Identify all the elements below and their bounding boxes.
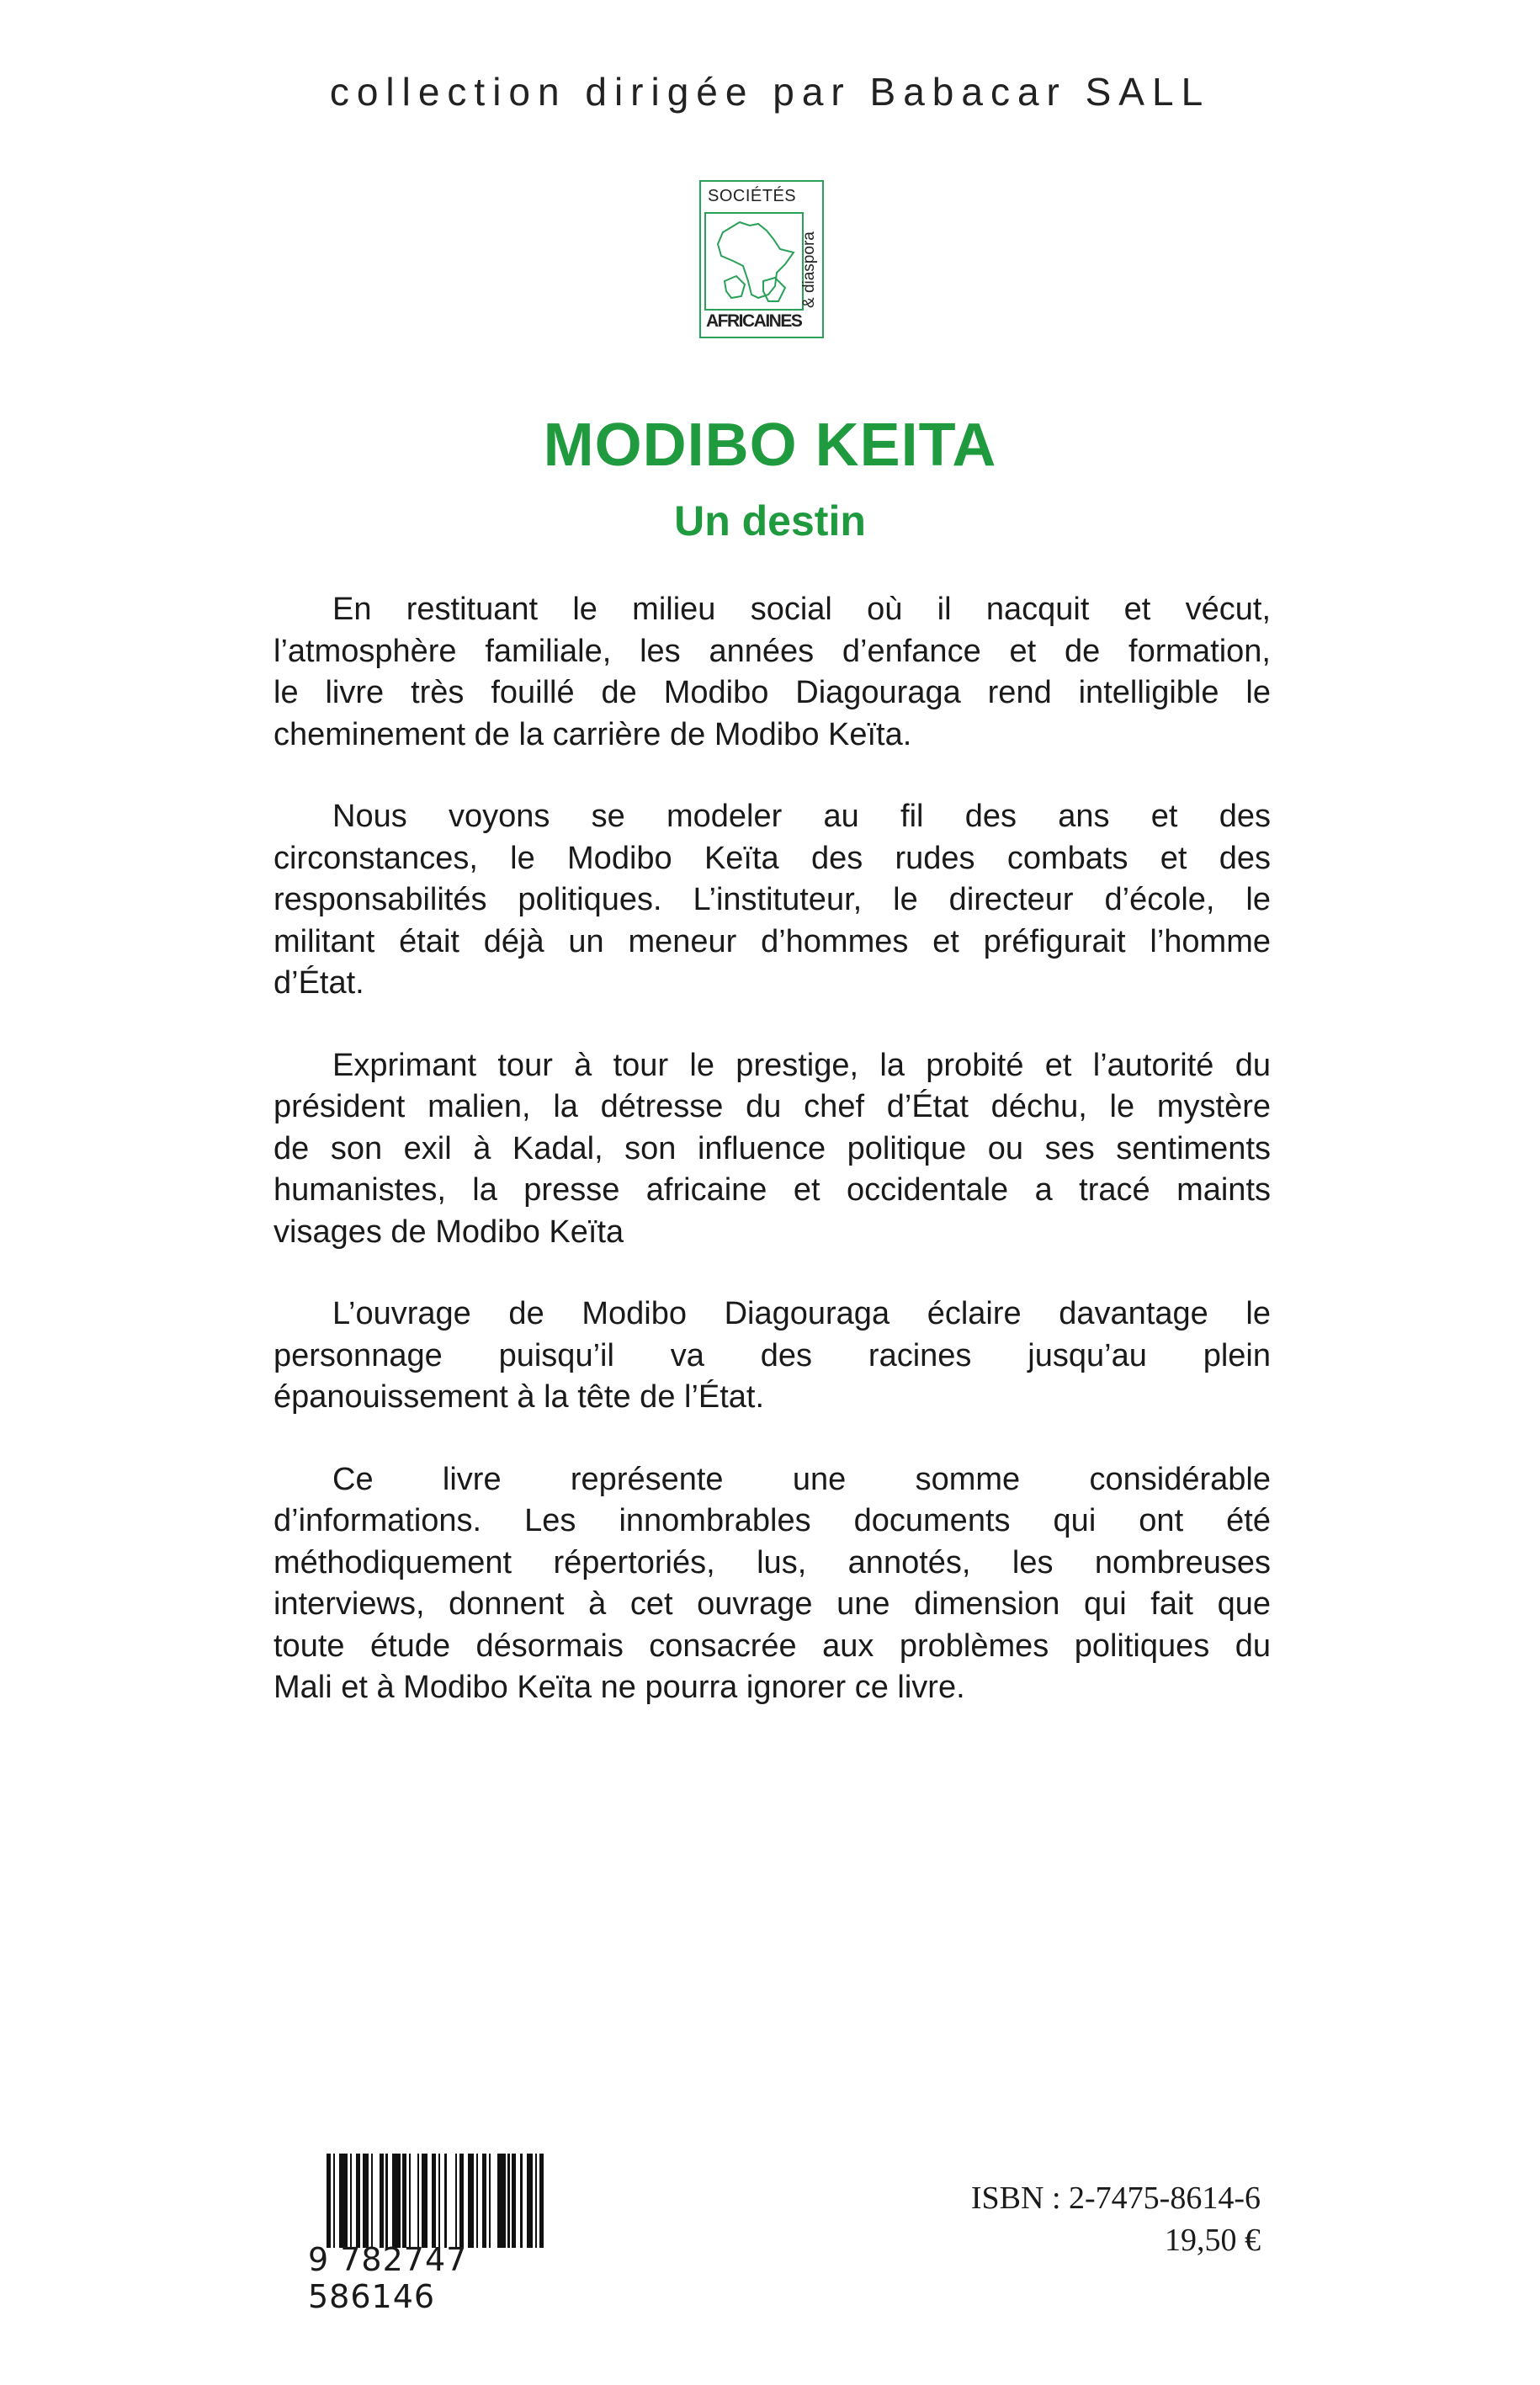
blurb-line: personnage puisqu’il va des racines jusqu’au plein bbox=[273, 1337, 1271, 1373]
barcode-bar bbox=[447, 2154, 455, 2248]
barcode bbox=[308, 2154, 560, 2315]
blurb-paragraph bbox=[273, 796, 1271, 1005]
blurb-line: Ce livre représente une somme considérable bbox=[332, 1461, 1271, 1497]
blurb-line: Nous voyons se modeler au fil des ans et des bbox=[332, 799, 1271, 834]
blurb-line: épanouissement à la tête de l’État. bbox=[273, 1379, 765, 1415]
blurb-paragraph bbox=[273, 1459, 1271, 1709]
blurb-line: Mali et à Modibo Keïta ne pourra ignorer ce livre. bbox=[273, 1670, 965, 1705]
blurb-line: circonstances, le Modibo Keïta des rudes combats et des bbox=[273, 840, 1271, 876]
isbn: ISBN : 2-7475-8614-6 bbox=[970, 2180, 1261, 2216]
barcode-bar bbox=[363, 2154, 369, 2248]
blurb-paragraph bbox=[273, 1045, 1271, 1254]
logo-bottom-text: AFRICAINES bbox=[706, 311, 802, 331]
blurb-line: toute étude désormais consacrée aux problèmes politiques du bbox=[273, 1628, 1271, 1664]
barcode-digits: 9 782747 586146 bbox=[308, 2241, 468, 2315]
blurb bbox=[273, 589, 1271, 1750]
barcode-bar bbox=[468, 2154, 475, 2248]
blurb-paragraph bbox=[273, 1293, 1271, 1419]
barcode-bar bbox=[411, 2154, 417, 2248]
blurb-line: L’ouvrage de Modibo Diagouraga éclaire davantage le bbox=[332, 1296, 1271, 1331]
blurb-line: de son exil à Kadal, son influence politique ou ses sentiments bbox=[273, 1130, 1271, 1166]
barcode-bar bbox=[527, 2154, 534, 2248]
africa-map-icon bbox=[704, 212, 804, 311]
price: 19,50 € bbox=[1165, 2223, 1261, 2258]
blurb-line: le livre très fouillé de Modibo Diagouraga rend intelligible le bbox=[273, 675, 1271, 710]
book-subtitle: Un destin bbox=[674, 497, 866, 544]
blurb-line: méthodiquement répertoriés, lus, annotés, les nombreuses bbox=[273, 1544, 1271, 1580]
barcode-bar bbox=[373, 2154, 380, 2248]
barcode-bar bbox=[339, 2154, 348, 2248]
barcode-bar bbox=[491, 2154, 497, 2248]
blurb-line: président malien, la détresse du chef d’État déchu, le mystère bbox=[273, 1089, 1271, 1124]
barcode-bar bbox=[422, 2154, 428, 2248]
series-logo bbox=[699, 180, 824, 338]
blurb-line: responsabilités politiques. L’instituteur, le directeur d’école, le bbox=[273, 882, 1271, 917]
blurb-line: d’État. bbox=[273, 965, 364, 1001]
blurb-paragraph bbox=[273, 589, 1271, 756]
collection-credit: collection dirigée par Babacar SALL bbox=[329, 70, 1211, 114]
blurb-line: l’atmosphère familiale, les années d’enfance et de formation, bbox=[273, 633, 1271, 669]
barcode-bar bbox=[497, 2154, 506, 2248]
blurb-line: Exprimant tour à tour le prestige, la probité et l’autorité du bbox=[332, 1047, 1271, 1083]
barcode-bars bbox=[327, 2154, 545, 2248]
blurb-line: visages de Modibo Keïta bbox=[273, 1214, 624, 1250]
blurb-line: interviews, donnent à cet ouvrage une dimension qui fait que bbox=[273, 1586, 1271, 1622]
blurb-line: humanistes, la presse africaine et occidentale a tracé maints bbox=[273, 1172, 1271, 1208]
logo-side-text: & diaspora bbox=[800, 231, 818, 308]
blurb-line: cheminement de la carrière de Modibo Keïta. bbox=[273, 716, 912, 752]
blurb-line: militant était déjà un meneur d’hommes et préfigurait l’homme bbox=[273, 923, 1271, 959]
blurb-line: En restituant le milieu social où il nacquit et vécut, bbox=[332, 592, 1271, 627]
book-title: MODIBO KEITA bbox=[543, 412, 997, 479]
blurb-line: d’informations. Les innombrables documents qui ont été bbox=[273, 1503, 1271, 1538]
logo-top-text: SOCIÉTÉS bbox=[708, 187, 797, 205]
barcode-bar bbox=[544, 2154, 546, 2248]
barcode-bar bbox=[392, 2154, 401, 2248]
